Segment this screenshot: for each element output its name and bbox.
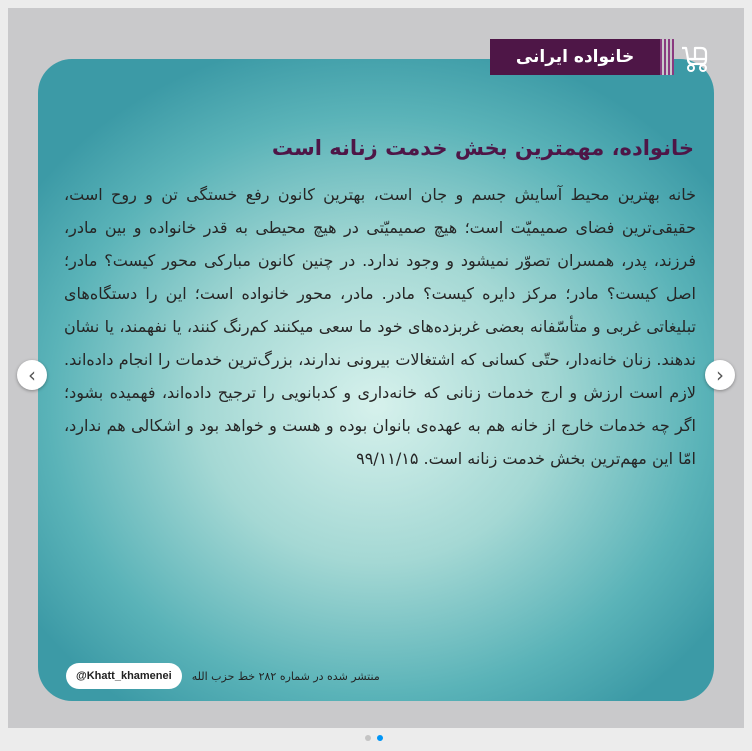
category-tag-label: خانواده ایرانی xyxy=(515,47,635,67)
published-note: منتشر شده در شماره ۲۸۲ خط حزب الله xyxy=(191,669,380,683)
carousel-dots xyxy=(365,735,383,741)
stroller-icon xyxy=(676,39,712,75)
prev-slide-button[interactable] xyxy=(17,360,47,390)
category-tag xyxy=(490,39,660,75)
chevron-right-icon: › xyxy=(716,363,724,387)
next-slide-button[interactable] xyxy=(705,360,735,390)
carousel-dot[interactable] xyxy=(365,735,371,741)
post-title: خانواده، مهمترین بخش خدمت زنانه است xyxy=(271,136,694,160)
carousel-dot-active[interactable] xyxy=(377,735,383,741)
tag-stripes xyxy=(660,39,674,75)
footer xyxy=(66,663,380,689)
chevron-left-icon: ‹ xyxy=(28,363,36,387)
quote-body: خانه بهترین محیط آسایش جسم و جان است، بهترین کانون رفع خستگی تن و روح است، حقیقی‌ترین فضای صمیمیّت است؛ هیچ صمیمیّتی در هیچ محیطی به قدر خانواده و بین مادر، فرزند، پدر، همسران تصوّر نمیشود و وجود ندارد. در چنین کانون مبارکی محور کیست؟ مادر؛ اصل کیست؟ مادر؛ مرکز دایره کیست؟ مادر. مادر، محور خانواده است؛ این را دستگاه‌های تبلیغاتی غربی و متأسّفانه بعضی غربزده‌های خود ما سعی میکنند کم‌رنگ کنند، یا نفهمند، یا نشان ندهند. زنان خانه‌دار، حتّی کسانی که اشتغالات بیرونی ندارند، بزرگ‌ترین خدمات را انجام داده‌اند. لازم است ارزش و ارج خدمات زنانی که خانه‌داری و کدبانویی را ترجیح داده‌اند، فهمیده بشود؛ اگر چه خدمات خارج از خانه هم به عهده‌ی بانوان بوده و هست و خواهد بود و اشکالی هم ندارد، امّا این مهم‌ترین بخش خدمت زنانه است. ۹۹/۱۱/۱۵ xyxy=(64,185,696,468)
post-image xyxy=(8,8,744,728)
account-handle[interactable]: @Khatt_khamenei xyxy=(66,663,182,689)
